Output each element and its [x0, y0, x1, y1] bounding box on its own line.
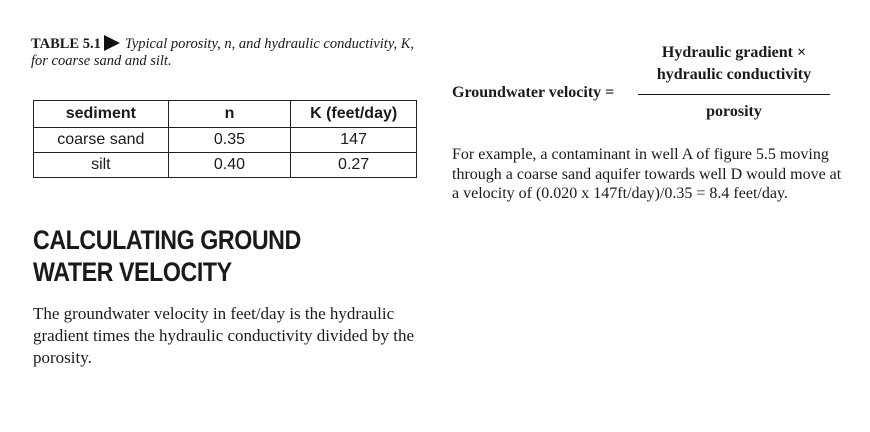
formula-lhs: Groundwater velocity =: [452, 84, 615, 101]
table-caption-label: TABLE 5.1: [31, 36, 101, 52]
fraction-bar: [638, 94, 830, 95]
section-heading: [33, 224, 411, 288]
cell-k: 0.27: [291, 153, 417, 178]
cell-sediment: coarse sand: [34, 128, 169, 153]
table-row: [34, 153, 417, 178]
triangle-arrow-icon: [104, 35, 120, 51]
section-heading-line2: WATER VELOCITY: [33, 257, 232, 287]
table-caption-text: Typical porosity, n, and hydraulic conductivity, K, for coarse sand and silt.: [31, 36, 415, 69]
header-k: K (feet/day): [291, 101, 417, 128]
formula-numerator-line2: hydraulic conductivity: [656, 66, 812, 83]
header-n: n: [168, 101, 291, 128]
porosity-table: [33, 100, 417, 178]
cell-k: 147: [291, 128, 417, 153]
table-row: [34, 128, 417, 153]
cell-n: 0.40: [168, 153, 291, 178]
formula-denominator: porosity: [706, 103, 762, 120]
formula-numerator-line1: Hydraulic gradient ×: [661, 44, 807, 61]
section-heading-line1: CALCULATING GROUND: [33, 225, 301, 255]
cell-sediment: silt: [34, 153, 169, 178]
body-paragraph: The groundwater velocity in feet/day is the hydraulic gradient times the hydraulic conductivity divided by the porosity.: [33, 304, 414, 367]
header-sediment: sediment: [34, 101, 169, 128]
example-paragraph: For example, a contaminant in well A of figure 5.5 moving through a coarse sand aquifer towards well D would move at a velocity of (0.020 x 147ft/day)/0.35 = 8.4 feet/day.: [452, 146, 842, 202]
table-caption: [31, 35, 431, 70]
formula-fraction: [638, 42, 830, 123]
table-header-row: [34, 101, 417, 128]
cell-n: 0.35: [168, 128, 291, 153]
